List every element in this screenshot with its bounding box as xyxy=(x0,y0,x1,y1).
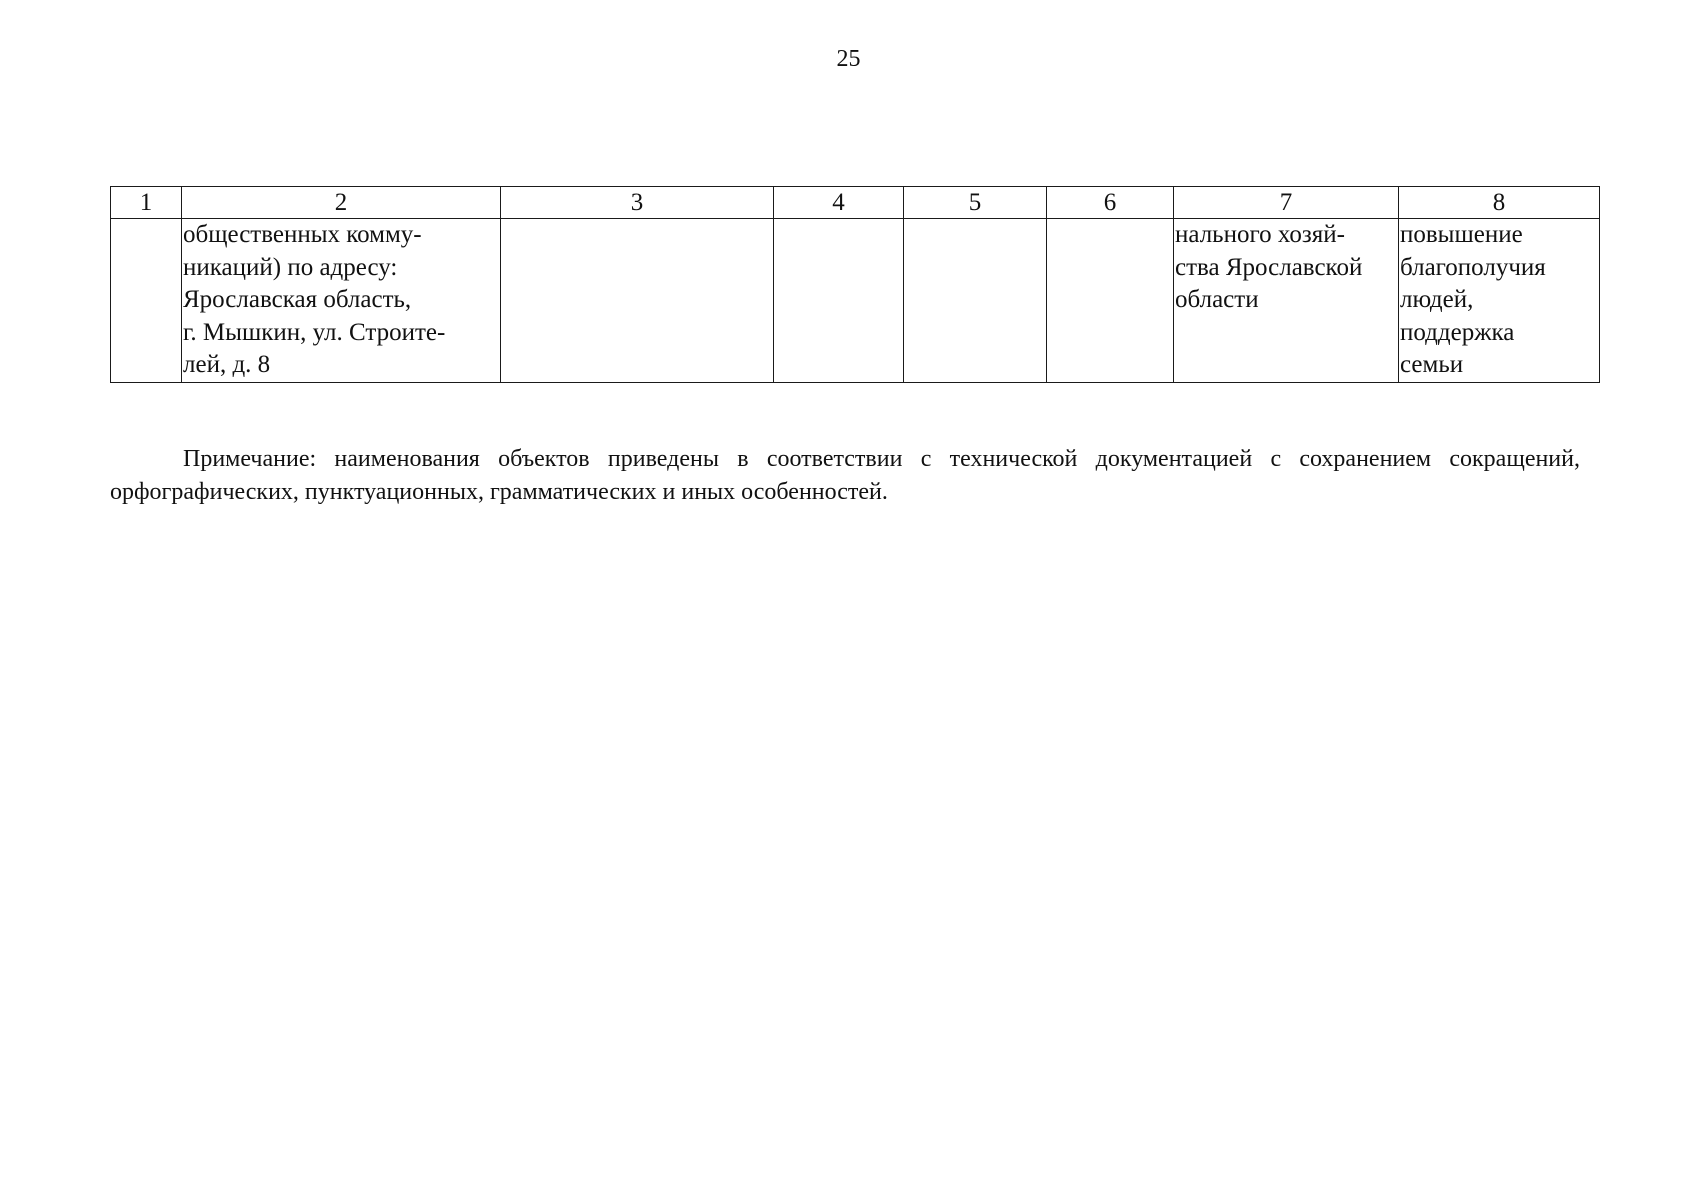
objects-table xyxy=(110,186,1600,383)
column-header-7: 7 xyxy=(1174,187,1399,219)
footnote-note: Примечание: наименования объектов приведены в соответствии с технической документацией с сохранением сокращений, орфографических, пунктуационных, грамматических и иных особенностей. xyxy=(110,446,1580,505)
table-row xyxy=(111,219,1600,383)
table-cell-col2: общественных комму- никаций) по адресу: Ярославская область, г. Мышкин, ул. Строите- лей, д. 8 xyxy=(182,219,501,383)
table-cell-col7: нального хозяй- ства Ярославской области xyxy=(1174,219,1399,383)
table-cell-col8: повышение благополучия людей, поддержка семьи xyxy=(1399,219,1600,383)
table-header-row xyxy=(111,187,1600,219)
table-cell-col1 xyxy=(111,219,182,383)
column-header-5: 5 xyxy=(904,187,1047,219)
column-header-2: 2 xyxy=(182,187,501,219)
table-cell-col4 xyxy=(774,219,904,383)
column-header-4: 4 xyxy=(774,187,904,219)
table-cell-col5 xyxy=(904,219,1047,383)
column-header-8: 8 xyxy=(1399,187,1600,219)
table-cell-col6 xyxy=(1047,219,1174,383)
page-number: 25 xyxy=(836,46,861,72)
column-header-1: 1 xyxy=(111,187,182,219)
column-header-6: 6 xyxy=(1047,187,1174,219)
table-cell-col3 xyxy=(501,219,774,383)
column-header-3: 3 xyxy=(501,187,774,219)
